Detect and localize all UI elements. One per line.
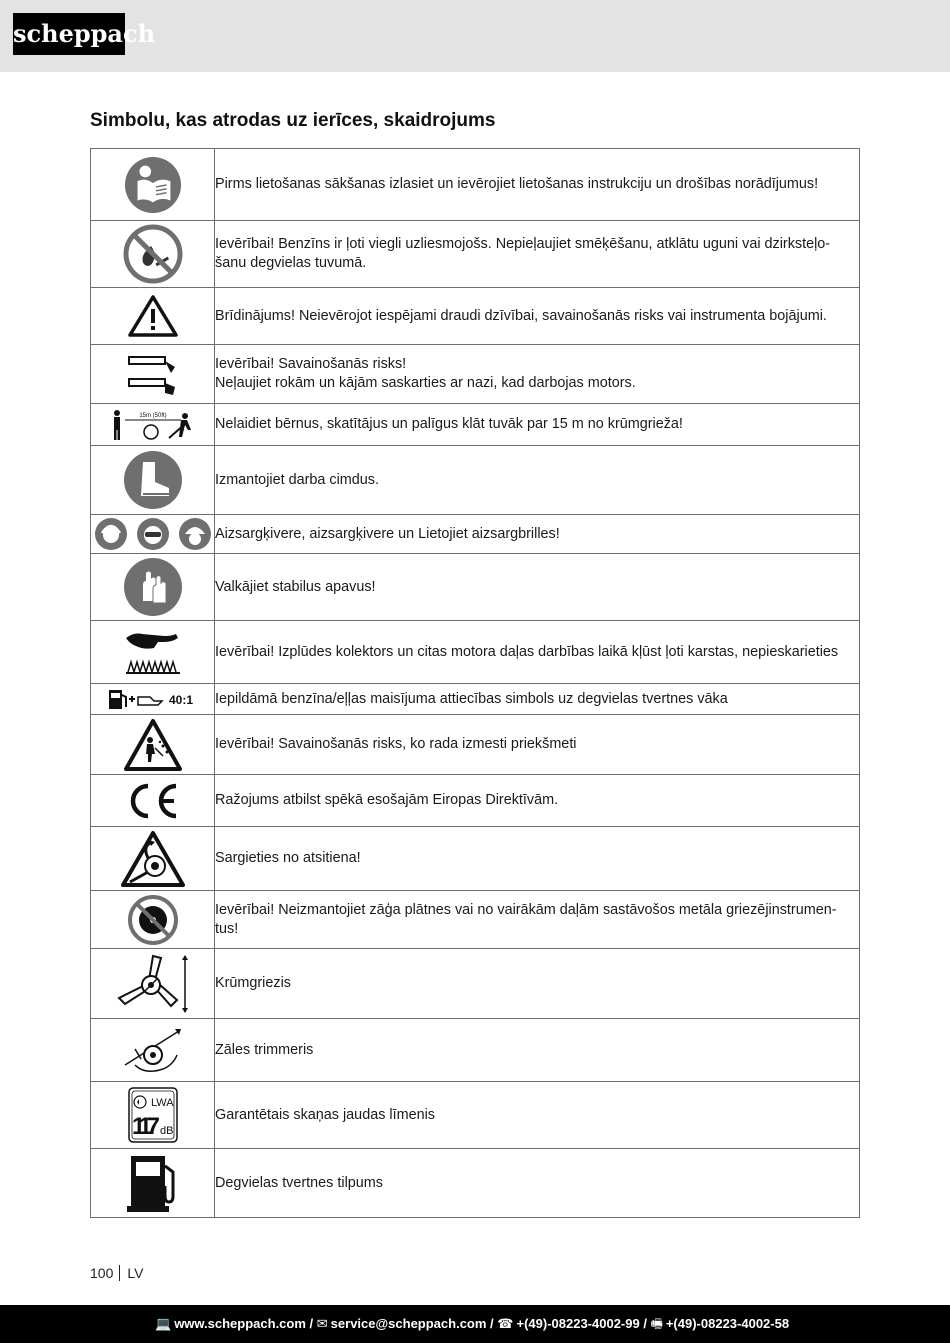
symbol-description: Brīdinājums! Neievērojot iespējami draudi dzīvībai, savainošanās risks vai instrumenta bojājumi. bbox=[215, 307, 827, 324]
distance-label: 15m (50ft) bbox=[138, 412, 167, 419]
eye-protection-icon bbox=[137, 518, 169, 550]
table-row bbox=[91, 715, 860, 775]
table-row bbox=[91, 149, 860, 221]
symbol-description: Sargieties no atsitiena! bbox=[215, 850, 361, 866]
symbol-description: Ievērībai! Neizmantojiet zāģa plātnes vai no vairākām daļām sastāvošos metāla griezējinstrumen-tus! bbox=[215, 901, 837, 937]
read-manual-icon bbox=[91, 156, 214, 214]
contact-separator: / bbox=[305, 1316, 317, 1331]
table-row bbox=[91, 1082, 860, 1149]
symbol-description: Ražojums atbilst spēkā esošajām Eiropas Direktīvām. bbox=[215, 792, 559, 808]
email-icon: ✉ bbox=[316, 1316, 328, 1331]
table-row bbox=[91, 827, 860, 891]
page-title: Simbolu, kas atrodas uz ierīces, skaidrojums bbox=[90, 110, 496, 131]
table-row bbox=[91, 221, 860, 288]
contact-separator: / bbox=[639, 1316, 651, 1331]
symbol-description: Krūmgriezis bbox=[215, 975, 291, 991]
hand-foot-blade-icon bbox=[91, 351, 214, 397]
ear-protection-icon bbox=[95, 518, 127, 550]
symbol-description: Pirms lietošanas sākšanas izlasiet un ievērojiet lietošanas instrukciju un drošības norādījumus! bbox=[215, 176, 819, 192]
symbol-description-line1: Ievērībai! Savainošanās risks! bbox=[215, 356, 407, 372]
language-code: LV bbox=[127, 1265, 144, 1281]
distance-15m-icon bbox=[91, 408, 214, 442]
symbol-description: Valkājiet stabilus apavus! bbox=[215, 578, 376, 595]
table-row bbox=[91, 515, 860, 554]
contact-bar bbox=[0, 1305, 950, 1343]
fax-number: +(49)-08223-4002-58 bbox=[665, 1316, 790, 1331]
no-fire-smoking-icon bbox=[91, 224, 214, 284]
symbol-description: Ievērībai! Savainošanās risks, ko rada izmesti priekšmeti bbox=[215, 736, 577, 752]
symbols-table bbox=[90, 148, 860, 1218]
computer-icon: 💻 bbox=[155, 1316, 172, 1331]
thrown-objects-warning-icon bbox=[91, 718, 214, 772]
no-saw-blade-icon bbox=[91, 894, 214, 946]
symbol-description: Garantētais skaņas jaudas līmenis bbox=[215, 1106, 435, 1123]
grass-trimmer-head-icon bbox=[91, 1025, 214, 1075]
table-row bbox=[91, 288, 860, 345]
sound-power-level-icon bbox=[91, 1086, 214, 1144]
safety-boots-icon bbox=[91, 450, 214, 510]
warning-triangle-icon bbox=[91, 294, 214, 338]
fuel-oil-mix-icon bbox=[91, 687, 214, 711]
symbol-description: Aizsargķivere, aizsargķivere un Lietojiet aizsargbrilles! bbox=[215, 525, 560, 542]
footer-divider bbox=[119, 1265, 120, 1281]
hot-surface-icon bbox=[91, 628, 214, 676]
mix-ratio-label: 40:1 bbox=[168, 693, 193, 707]
phone-icon: ☎ bbox=[497, 1316, 514, 1331]
page-number: 100 bbox=[90, 1265, 114, 1281]
fuel-pump-icon bbox=[91, 1152, 214, 1214]
phone-number: +(49)-08223-4002-99 bbox=[516, 1316, 640, 1331]
table-row bbox=[91, 446, 860, 515]
table-row bbox=[91, 554, 860, 621]
table-row bbox=[91, 891, 860, 949]
table-row bbox=[91, 345, 860, 404]
ce-mark-icon bbox=[91, 780, 214, 822]
email-link[interactable]: service@scheppach.com bbox=[330, 1316, 487, 1331]
symbol-description: Iepildāmā benzīna/eļļas maisījuma attiecības simbols uz degvielas tvertnes vāka bbox=[215, 690, 728, 707]
table-row bbox=[91, 1019, 860, 1082]
symbol-description: Degvielas tvertnes tilpums bbox=[215, 1174, 383, 1191]
kickback-warning-icon bbox=[91, 830, 214, 888]
table-row bbox=[91, 404, 860, 446]
header-bar bbox=[0, 0, 950, 72]
sound-level-value: 117 bbox=[131, 1113, 160, 1140]
symbol-description: Zāles trimmeris bbox=[215, 1041, 314, 1058]
table-row bbox=[91, 1149, 860, 1218]
website-link[interactable]: www.scheppach.com bbox=[174, 1316, 306, 1331]
symbol-description: Ievērībai! Benzīns ir ļoti viegli uzliesmojošs. Nepieļaujiet smēķēšanu, atklātu uguni vai dzirksteļo-šanu degvielas tuvumā. bbox=[215, 236, 831, 271]
three-tooth-blade-icon bbox=[91, 952, 214, 1016]
symbol-description-line2: Neļaujiet rokām un kājām saskarties ar nazi, kad darbojas motors. bbox=[215, 375, 636, 391]
head-protection-icon bbox=[179, 518, 211, 550]
symbol-description: Ievērībai! Izplūdes kolektors un citas motora daļas darbības laikā kļūst ļoti karstas, nepieskarieties bbox=[215, 643, 839, 660]
table-row bbox=[91, 949, 860, 1019]
table-row bbox=[91, 775, 860, 827]
lwa-label: LWA bbox=[150, 1097, 174, 1109]
symbol-description: Izmantojiet darba cimdus. bbox=[215, 471, 379, 488]
table-row bbox=[91, 621, 860, 684]
sound-level-unit: dB bbox=[159, 1125, 173, 1137]
table-row bbox=[91, 684, 860, 715]
gloves-icon bbox=[91, 557, 214, 617]
fax-icon: 🖷 bbox=[650, 1316, 663, 1331]
symbol-description: Nelaidiet bērnus, skatītājus un palīgus klāt tuvāk par 15 m no krūmgrieža! bbox=[215, 416, 683, 432]
scheppach-logo: scheppach bbox=[13, 13, 125, 55]
ear-eye-head-protection-icons bbox=[91, 517, 214, 551]
contact-separator: / bbox=[486, 1316, 498, 1331]
page-footer bbox=[90, 1265, 143, 1281]
